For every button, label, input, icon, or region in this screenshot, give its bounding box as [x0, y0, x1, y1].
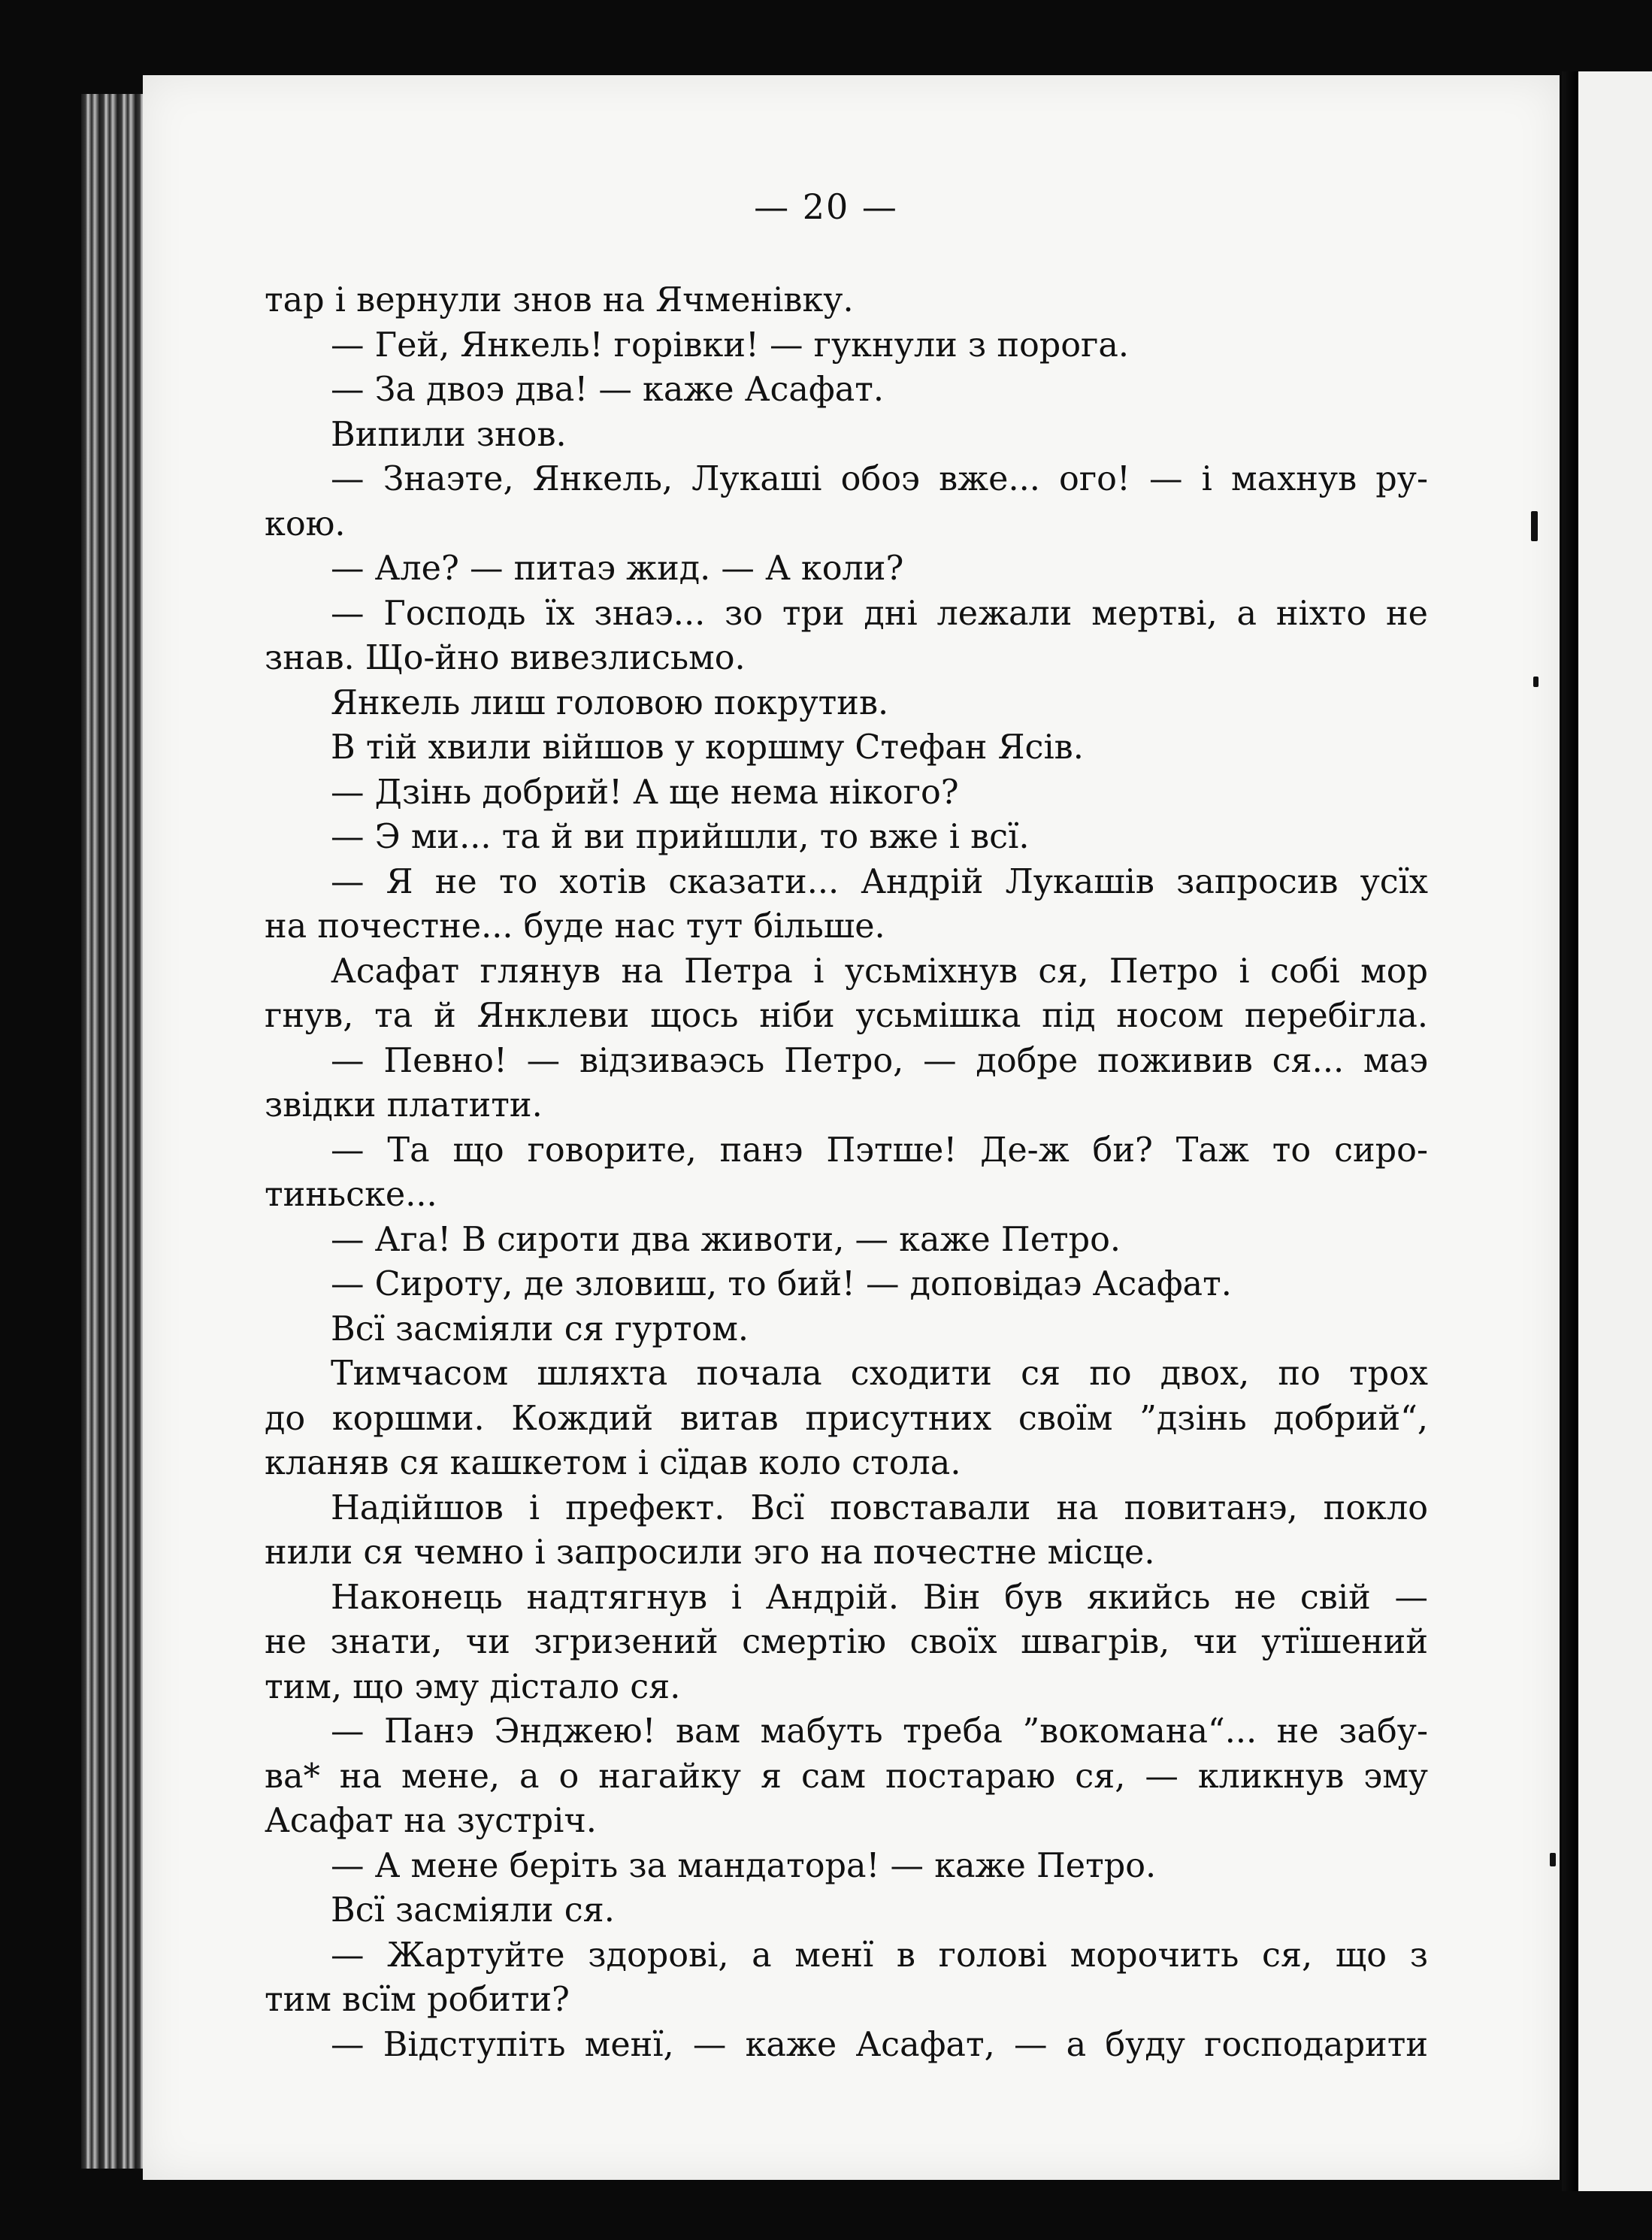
- text-line: — Я не то хотів сказати... Андрій Лукашів запросив усїх: [331, 862, 1428, 901]
- text-line: знав. Що-йно вивезлисьмо.: [265, 639, 746, 677]
- text-line: Тимчасом шляхта почала сходити ся по двох, по трох: [331, 1355, 1428, 1393]
- text-line: — Дзінь добрий! А ще нема нікого?: [331, 773, 959, 812]
- text-line: звідки платити.: [265, 1086, 543, 1125]
- text-line: — Відступіть менї, — каже Асафат, — а буду господарити: [331, 2025, 1428, 2064]
- text-line: гнув, та й Янклеви щось ніби усьмішка під носом перебігла.: [265, 997, 1428, 1035]
- text-line: — Знаэте, Янкель, Лукаші обоэ вже... ого! — і махнув ру-: [331, 460, 1428, 498]
- text-line: Асафат на зустріч.: [265, 1802, 597, 1840]
- text-line: ва* на мене, а о нагайку я сам постараю ся, — кликнув эму: [265, 1757, 1428, 1796]
- text-line: Асафат глянув на Петра і усьміхнув ся, Петро і собі мор: [331, 952, 1428, 991]
- text-line: тим, що эму дістало ся.: [265, 1667, 681, 1706]
- text-line: Випили знов.: [331, 415, 567, 454]
- page-gutter: [1562, 71, 1578, 2191]
- text-line: Всї засміяли ся гуртом.: [331, 1309, 749, 1349]
- text-line: до коршми. Кождий витав присутних своїм ”дзінь добрий“,: [265, 1399, 1428, 1438]
- text-line: Наконець надтягнув і Андрій. Він був якийсь не свій —: [331, 1578, 1428, 1617]
- text-line: не знати, чи згризений смертію своїх швагрів, чи утїшений: [265, 1623, 1428, 1661]
- text-line: Надійшов і префект. Всї повставали на повитанэ, покло: [331, 1488, 1428, 1527]
- adjacent-page-edge: [1578, 71, 1652, 2191]
- text-line: — Панэ Энджею! вам мабуть треба ”вокомана“... не забу-: [331, 1712, 1428, 1751]
- text-line: Янкель лиш головою покрутив.: [331, 683, 889, 722]
- body-text: [265, 278, 1428, 2067]
- text-line: В тій хвили війшов у коршму Стефан Ясів.: [331, 728, 1084, 767]
- text-line: — Жартуйте здорові, а менї в голові морочить ся, що з: [331, 1936, 1428, 1975]
- book-binding: [81, 94, 153, 2169]
- text-line: кою.: [265, 504, 346, 543]
- ink-mark: [1531, 511, 1538, 541]
- text-line: кланяв ся кашкетом і сїдав коло стола.: [265, 1444, 961, 1482]
- text-line: — Але? — питаэ жид. — А коли?: [331, 549, 904, 588]
- text-line: — Певно! — відзиваэсь Петро, — добре поживив ся... маэ: [331, 1041, 1428, 1080]
- text-line: тар і вернули знов на Ячменівку.: [265, 281, 854, 319]
- text-line: — Сироту, де зловиш, то бий! — доповідаэ Асафат.: [331, 1265, 1232, 1303]
- text-line: — Господь їх знаэ... зо три дні лежали мертві, а ніхто не: [331, 594, 1428, 633]
- ink-mark: [1550, 1853, 1556, 1866]
- text-line: тим всїм робити?: [265, 1981, 570, 2019]
- text-line: — Та що говорите, панэ Пэтше! Де-ж би? Таж то сиро-: [331, 1131, 1428, 1170]
- text-line: — Гей, Янкель! горівки! — гукнули з порога.: [331, 325, 1130, 365]
- page-number: — 20 —: [754, 186, 898, 227]
- text-line: — Э ми... та й ви прийшли, то вже і всї.: [331, 818, 1030, 856]
- text-line: на почестне... буде нас тут більше.: [265, 907, 885, 946]
- text-line: тиньске...: [265, 1176, 437, 1214]
- text-line: нили ся чемно і запросили эго на почестне місце.: [265, 1533, 1155, 1572]
- text-line: — Ага! В сироти два животи, — каже Петро.: [331, 1220, 1121, 1259]
- text-line: — А мене беріть за мандатора! — каже Петро.: [331, 1846, 1157, 1885]
- ink-mark: [1533, 677, 1539, 687]
- text-line: — За двоэ два! — каже Асафат.: [331, 371, 885, 409]
- text-line: Всї засміяли ся.: [331, 1891, 615, 1930]
